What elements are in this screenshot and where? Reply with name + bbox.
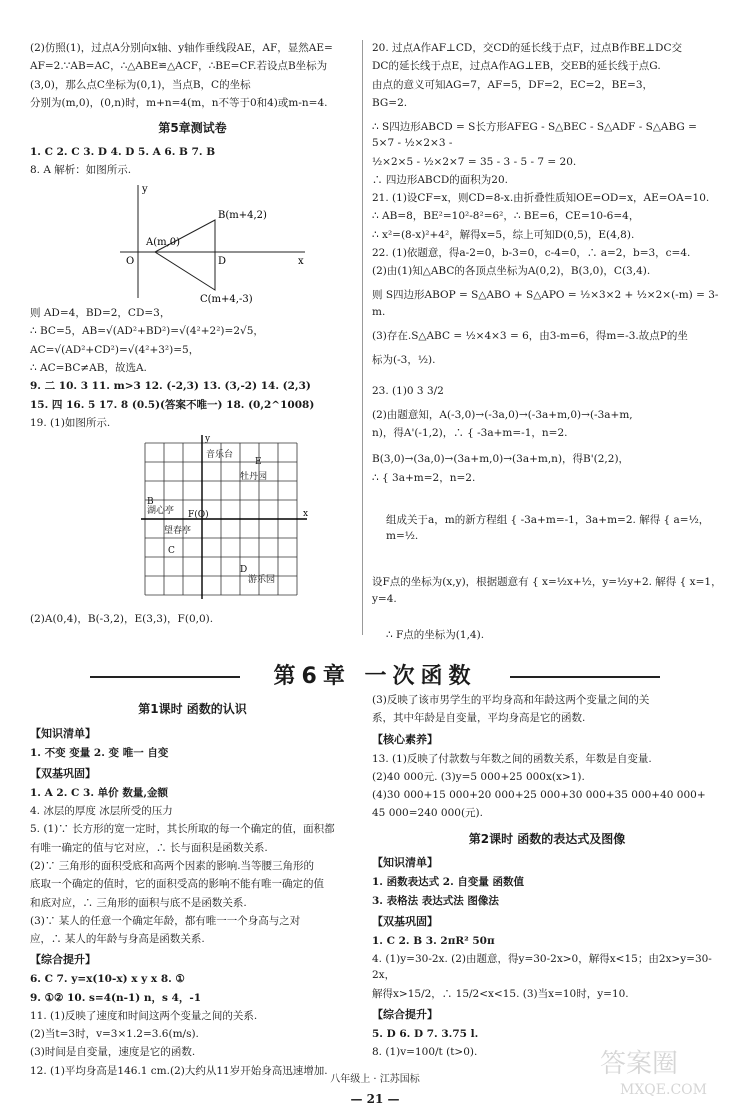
text-line: (2)仿照(1)，过点A分别向x轴、y轴作垂线段AE，AF，显然AE= (30, 40, 355, 56)
answer-line: 1. 不变 变量 2. 变 唯一 自变 (30, 745, 355, 761)
answer-line: 5. (1)∵ 长方形的宽一定时，其长所取的每一个确定的值，面积都 (30, 821, 355, 837)
answer-line: 9. 二 10. 3 11. m>3 12. (-2,3) 13. (3,-2) 14. (2,3) (30, 378, 355, 394)
answer-line: 解得x>15/2，∴ 15/2<x<15. (3)当x=10时，y=10. (372, 986, 722, 1002)
column-divider (362, 40, 363, 635)
text-line: AF=2.∵AB=AC，∴△ABE≌△ACF，∴BE=CF.若设点B坐标为 (30, 58, 355, 74)
answer-line: (3)反映了该市男学生的平均身高和年龄这两个变量之间的关 (372, 692, 722, 708)
text-line: ∴ S四边形ABCD = S长方形AFEG - S△BEC - S△ADF - S△ABG = 5×7 - ½×2×3 - (372, 119, 722, 152)
text-line: BG=2. (372, 95, 722, 111)
fig2-park: 游乐园 (248, 573, 275, 585)
section-tag: 【综合提升】 (30, 951, 355, 968)
fig1-b: B(m+4,2) (218, 210, 267, 221)
answer-line: (2)A(0,4)，B(-3,2)，E(3,3)，F(0,0). (30, 611, 355, 627)
answer-line: (2)当t=3时，v=3×1.2=3.6(m/s). (30, 1026, 355, 1042)
answer-line: (2)∵ 三角形的面积受底和高两个因素的影响.当等腰三角形的 (30, 858, 355, 874)
section-tag: 【综合提升】 (372, 1006, 722, 1023)
answer-line: 1. C 2. B 3. 2πR² 50π (372, 933, 722, 949)
text-line: ∴ AC=BC≠AB，故选A. (30, 360, 355, 376)
fig2-y: y (204, 434, 211, 444)
text-line: DC的延长线于点E，过点A作AG⊥EB，交EB的延长线于点G. (372, 58, 722, 74)
fig1-o: O (126, 256, 134, 267)
answer-line: 1. C 2. C 3. D 4. D 5. A 6. B 7. B (30, 144, 355, 160)
answer-line: 和底对应，∴ 三角形的面积与底不是函数关系. (30, 895, 355, 911)
answer-line: 4. (1)y=30-2x. (2)由题意，得y=30-2x>0，解得x<15；由2x>y=30-2x， (372, 951, 722, 984)
answer-line: (3)时间是自变量，速度是它的函数. (30, 1044, 355, 1060)
text-line: (3)存在.S△ABC = ½×4×3 = 6，由3-m=6，得m=-3.故点P的坐 (372, 328, 722, 344)
fig2-watch: 望春亭 (164, 524, 191, 536)
chapter-rule-left (90, 676, 240, 678)
text-line: AC=√(AD²+CD²)=√(4²+3²)=5， (30, 342, 355, 358)
right-column (372, 40, 722, 645)
answer-line: 3. 表格法 表达式法 图像法 (372, 893, 722, 909)
text-line: 则 AD=4，BD=2，CD=3， (30, 305, 355, 321)
text-line: ∴ F点的坐标为(1,4). (372, 627, 722, 643)
fig2-peony: 牡丹园 (240, 470, 267, 482)
text-line: 20. 过点A作AF⊥CD，交CD的延长线于点F，过点B作BE⊥DC交 (372, 40, 722, 56)
answer-line: 8. (1)v=100/t (t>0). (372, 1044, 722, 1060)
text-line: 分别为(m,0)，(0,n)时，m+n=4(m，n不等于0和4)或m-n=4. (30, 95, 355, 111)
text-line: 设F点的坐标为(x,y)，根据题意有 { x=½x+½，y=½y+2. 解得 { x=1，y=4. (372, 574, 722, 607)
lesson1-column (30, 692, 355, 1081)
fig2-b: B (147, 497, 154, 507)
answer-line: (3)∵ 某人的任意一个确定年龄，都有唯一一个身高与之对 (30, 913, 355, 929)
text-line: 则 S四边形ABOP = S△ABO + S△APO = ½×3×2 + ½×2×(-m) = 3-m. (372, 287, 722, 320)
answer-line: 11. (1)反映了速度和时间这两个变量之间的关系. (30, 1008, 355, 1024)
answer-line: 6. C 7. y=x(10-x) x y x 8. ① (30, 971, 355, 987)
lesson2-column (372, 692, 722, 1063)
text-line: ∴ AB=8，BE²=10²-8²=6²，∴ BE=6，CE=10-6=4， (372, 208, 722, 224)
text-line: (2)由题意知，A(-3,0)→(-3a,0)→(-3a+m,0)→(-3a+m, (372, 407, 722, 423)
section-tag: 【知识清单】 (30, 725, 355, 742)
answer-line: 1. 函数表达式 2. 自变量 函数值 (372, 874, 722, 890)
answer-line: 19. (1)如图所示. (30, 415, 355, 431)
lesson-title: 第1课时 函数的认识 (30, 700, 355, 719)
left-column (30, 40, 355, 629)
text-line: ½×2×5 - ½×2×7 = 35 - 3 - 5 - 7 = 20. (372, 154, 722, 170)
section-tag: 【双基巩固】 (372, 913, 722, 930)
section-tag: 【核心素养】 (372, 731, 722, 748)
text-line: B(3,0)→(3a,0)→(3a+m,0)→(3a+m,n)，得B'(2,2)， (372, 451, 722, 467)
text-line: 21. (1)设CF=x，则CD=8-x.由折叠性质知OE=OD=x，AE=OA=10. (372, 190, 722, 206)
chapter-title: 第6章 一次函数 (274, 664, 477, 689)
text-line: ∴ BC=5，AB=√(AD²+BD²)=√(4²+2²)=2√5， (30, 323, 355, 339)
fig2-e: E (255, 457, 262, 467)
fig1-c: C(m+4,-3) (200, 294, 253, 305)
chapter-rule-right (510, 676, 660, 678)
lesson-title: 第2课时 函数的表达式及图像 (372, 830, 722, 849)
answer-line: 底取一个确定的值时，它的面积受高的影响不能有唯一确定的值 (30, 876, 355, 892)
triangle-abc (155, 220, 215, 290)
answer-line: 45 000=240 000(元). (372, 805, 722, 821)
fig2-lake: 湖心亭 (147, 504, 174, 516)
answer-line: 系，其中年龄是自变量，平均身高是它的函数. (372, 710, 722, 726)
answer-line: (2)40 000元. (3)y=5 000+25 000x(x>1). (372, 769, 722, 785)
answer-line: 5. D 6. D 7. 3.75 l. (372, 1026, 722, 1042)
fig2-f: F(O) (188, 509, 209, 520)
fig2-c: C (168, 546, 175, 556)
fig1-d: D (218, 256, 226, 267)
fig1-y: y (141, 184, 148, 195)
answer-line: 应，∴ 某人的年龄与身高是函数关系. (30, 931, 355, 947)
text-line: ∴ x²=(8-x)²+4²，解得x=5，综上可知D(0,5)，E(4,8). (372, 227, 722, 243)
fig2-x: x (303, 509, 308, 519)
text-line: n)，得A'(-1,2)，∴ { -3a+m=-1，n=2. (372, 425, 722, 441)
text-line: (3,0)，那么点C坐标为(0,1)，当点B，C的坐标 (30, 77, 355, 93)
fig2-d: D (240, 565, 247, 575)
text-line: (2)由(1)知△ABC的各顶点坐标为A(0,2)，B(3,0)，C(3,4). (372, 263, 722, 279)
text-line: 22. (1)依题意，得a-2=0，b-3=0，c-4=0，∴ a=2，b=3，c=4. (372, 245, 722, 261)
answer-line: 12. (1)平均身高是146.1 cm.(2)大约从11岁开始身高迅速增加. (30, 1063, 355, 1079)
answer-line: (4)30 000+15 000+20 000+25 000+30 000+35 000+40 000+ (372, 787, 722, 803)
section-tag: 【知识清单】 (372, 854, 722, 871)
text-line: ∴ { 3a+m=2，n=2. (372, 470, 722, 486)
watermark-url: MXQE.COM (620, 1082, 707, 1098)
text-line: 组成关于a，m的新方程组 { -3a+m=-1，3a+m=2. 解得 { a=½，m=½. (372, 512, 722, 545)
text-line: ∴ 四边形ABCD的面积为20. (372, 172, 722, 188)
answer-line: 15. 四 16. 5 17. 8 (0.5)(答案不唯一) 18. (0,2^1008) (30, 397, 355, 413)
watermark-text: 答案圈 (600, 1049, 678, 1079)
answer-line: 9. ①② 10. s=4(n-1) n，s 4，-1 (30, 990, 355, 1006)
page-number: — 21 — (0, 1090, 750, 1108)
answer-line: 4. 冰层的厚度 冰层所受的压力 (30, 803, 355, 819)
triangle-figure (110, 180, 310, 305)
section-title: 第5章测试卷 (30, 119, 355, 138)
answer-line: 13. (1)反映了付款数与年数之间的函数关系，年数是自变量. (372, 751, 722, 767)
fig1-x: x (298, 256, 304, 267)
footer-grade: 八年级上 · 江苏国标 (0, 1072, 750, 1088)
grid-map-figure (125, 433, 325, 611)
answer-line: 1. A 2. C 3. 单价 数量,金额 (30, 785, 355, 801)
section-tag: 【双基巩固】 (30, 765, 355, 782)
watermark-logo (590, 1040, 740, 1100)
text-line: 由点的意义可知AG=7，AF=5，DF=2，EC=2，BE=3， (372, 77, 722, 93)
chapter-heading (0, 660, 750, 694)
text-line: 23. (1)0 3 3/2 (372, 383, 722, 399)
answer-line: 8. A 解析：如图所示. (30, 162, 355, 178)
answer-line: 有唯一确定的值与它对应，∴ 长与面积是函数关系. (30, 840, 355, 856)
fig1-a: A(m,0) (145, 237, 180, 248)
fig2-music: 音乐台 (206, 448, 233, 460)
text-line: 标为(-3，½). (372, 352, 722, 368)
